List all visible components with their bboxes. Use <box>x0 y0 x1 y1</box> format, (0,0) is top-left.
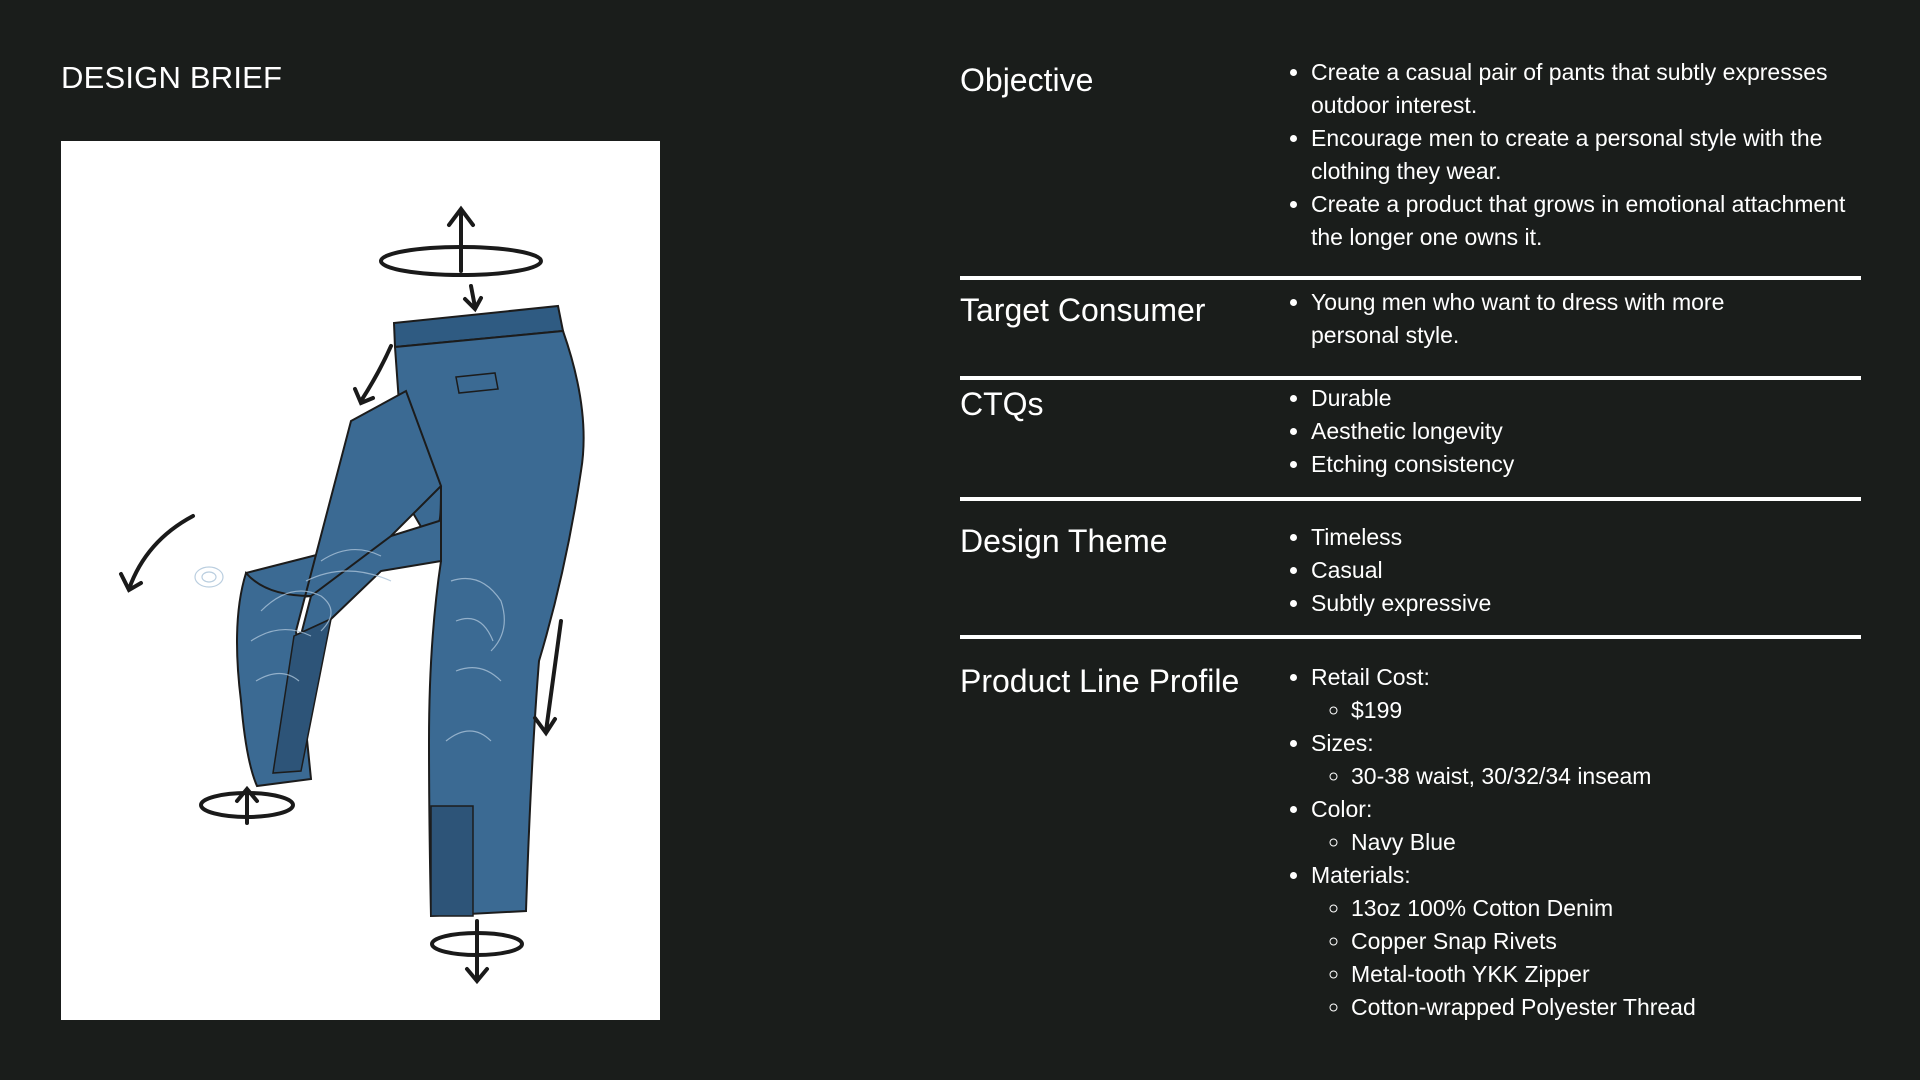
list-item: ◦ $199 <box>1351 694 1861 727</box>
design-theme-list <box>1271 521 1861 620</box>
list-item: • Young men who want to dress with more personal style. <box>1311 286 1761 352</box>
page-title: DESIGN BRIEF <box>61 60 283 95</box>
objective-row <box>960 56 1861 280</box>
list-item: • Casual <box>1311 554 1861 587</box>
list-item: ◦ 13oz 100% Cotton Denim <box>1351 892 1861 925</box>
list-item: • Subtly expressive <box>1311 587 1861 620</box>
list-item: • Create a casual pair of pants that subtly expresses outdoor interest. <box>1311 56 1861 122</box>
objective-list <box>1271 56 1861 254</box>
color-label: Color: <box>1311 796 1373 822</box>
list-item: ◦ Copper Snap Rivets <box>1351 925 1861 958</box>
retail-cost-label: Retail Cost: <box>1311 664 1430 690</box>
target-consumer-row <box>960 280 1861 380</box>
ctqs-list <box>1271 382 1861 481</box>
list-item: • Durable <box>1311 382 1861 415</box>
target-consumer-label: Target Consumer <box>960 292 1206 328</box>
list-item <box>1311 793 1861 859</box>
design-theme-label: Design Theme <box>960 523 1168 559</box>
target-consumer-list <box>1271 286 1861 352</box>
design-theme-row <box>960 501 1861 639</box>
sizes-label: Sizes: <box>1311 730 1374 756</box>
pants-illustration <box>61 141 660 1020</box>
brief-table <box>960 56 1861 1024</box>
list-item: ◦ Metal-tooth YKK Zipper <box>1351 958 1861 991</box>
list-item: • Create a product that grows in emotional attachment the longer one owns it. <box>1311 188 1861 254</box>
objective-label: Objective <box>960 62 1094 98</box>
pants-sketch-image <box>61 141 660 1020</box>
product-line-profile-label: Product Line Profile <box>960 663 1240 699</box>
list-item <box>1311 859 1861 1024</box>
list-item <box>1311 727 1861 793</box>
ctqs-label: CTQs <box>960 386 1044 422</box>
list-item: • Timeless <box>1311 521 1861 554</box>
list-item: • Aesthetic longevity <box>1311 415 1861 448</box>
materials-label: Materials: <box>1311 862 1411 888</box>
list-item <box>1311 661 1861 727</box>
list-item: • Etching consistency <box>1311 448 1861 481</box>
standing-leg-hem <box>431 806 473 916</box>
list-item: ◦ Cotton-wrapped Polyester Thread <box>1351 991 1861 1024</box>
product-line-profile-list <box>1271 661 1861 1024</box>
list-item: ◦ Navy Blue <box>1351 826 1861 859</box>
standing-leg <box>395 331 584 916</box>
list-item: ◦ 30-38 waist, 30/32/34 inseam <box>1351 760 1861 793</box>
product-line-profile-row <box>960 639 1861 1024</box>
list-item: • Encourage men to create a personal style with the clothing they wear. <box>1311 122 1861 188</box>
ctqs-row <box>960 380 1861 501</box>
